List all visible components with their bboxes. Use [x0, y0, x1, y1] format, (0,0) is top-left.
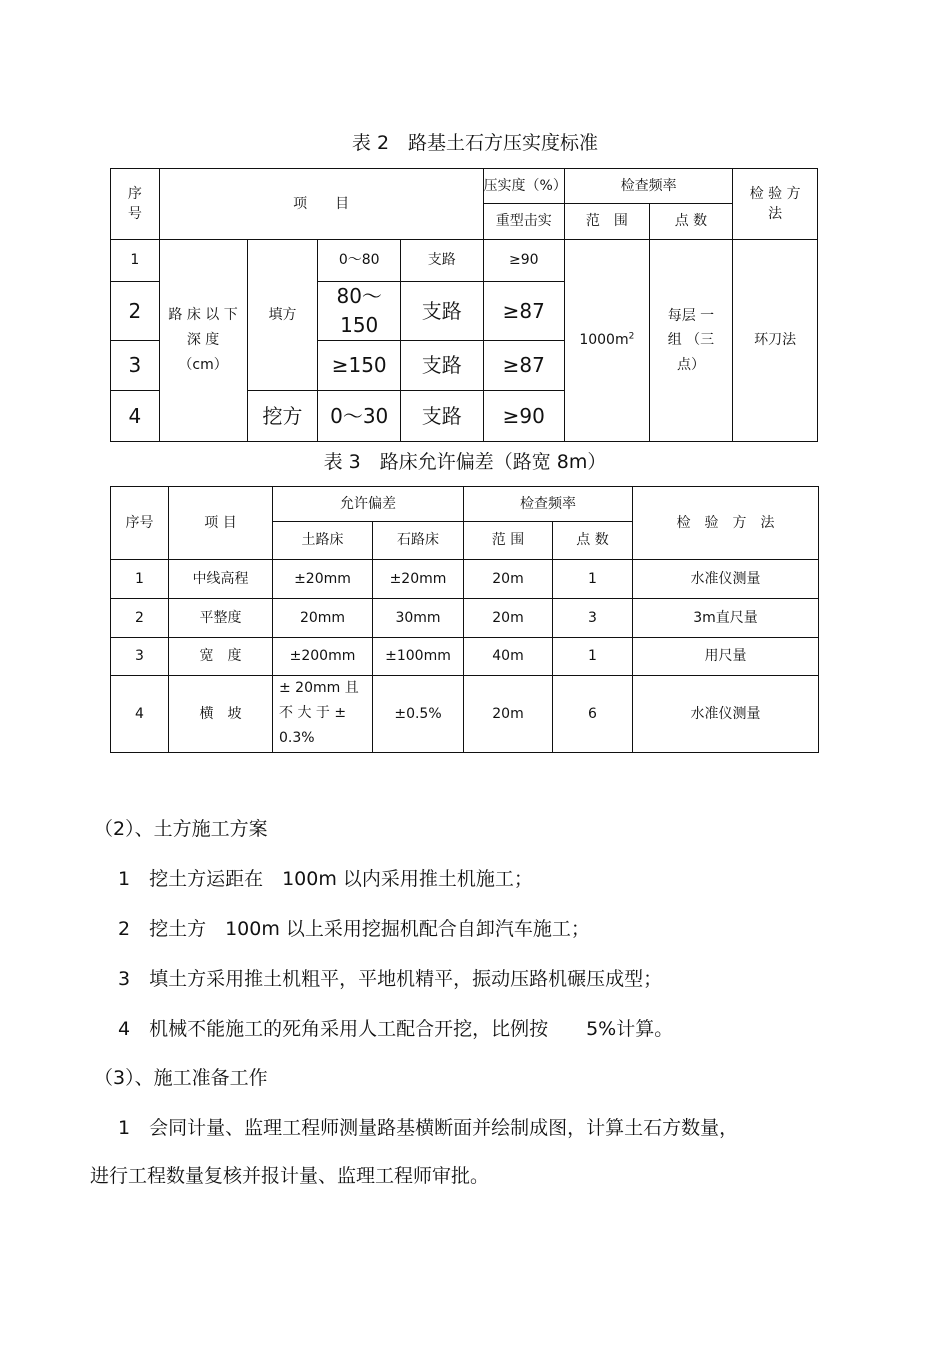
row-seq: 2	[111, 599, 169, 638]
method-header: 检 验 方 法	[733, 169, 818, 240]
row-road: 支路	[400, 282, 483, 341]
row-value: ≥90	[483, 391, 564, 442]
range-value	[565, 240, 650, 442]
section-2-heading: （2）、土方施工方案	[94, 818, 268, 840]
method-value: 环刀法	[733, 240, 818, 442]
row-seq: 4	[111, 391, 160, 442]
seq-header: 序号	[111, 487, 169, 560]
row-item: 中线高程	[169, 560, 273, 599]
row-depth: ≥150	[318, 341, 401, 391]
section-3-item-1-line-2: 进行工程数量复核并报计量、监理工程师审批。	[90, 1165, 490, 1187]
points-header: 点 数	[553, 522, 633, 560]
table-row	[111, 676, 819, 753]
section-2-item-1: 1 挖土方运距在 100m 以内采用推土机施工；	[118, 868, 533, 890]
row-value: ≥90	[483, 240, 564, 282]
row-seq: 2	[111, 282, 160, 341]
range-header: 范 围	[565, 204, 650, 240]
table-row	[111, 240, 818, 282]
row-stone: ±20mm	[373, 560, 464, 599]
row-seq: 1	[111, 560, 169, 599]
item-header: 项 目	[159, 169, 483, 240]
points-value: 每层 一组 （三点）	[649, 240, 733, 442]
row-road: 支路	[400, 341, 483, 391]
seq-header: 序号	[111, 169, 160, 240]
row-method: 水准仪测量	[633, 560, 819, 599]
roadbed-tolerance-table	[110, 486, 819, 753]
section-3-heading: （3）、施工准备工作	[94, 1067, 268, 1089]
row-depth: 0～30	[318, 391, 401, 442]
row-item: 宽 度	[169, 638, 273, 676]
row-stone: ±100mm	[373, 638, 464, 676]
row-soil: 20mm	[273, 599, 373, 638]
row-seq: 1	[111, 240, 160, 282]
row-depth: 80～150	[318, 282, 401, 341]
row-stone: 30mm	[373, 599, 464, 638]
row-range: 20m	[464, 599, 553, 638]
row-depth: 0～80	[318, 240, 401, 282]
row-method: 用尺量	[633, 638, 819, 676]
row-points: 6	[553, 676, 633, 753]
frequency-header: 检查频率	[464, 487, 633, 522]
row-item: 平整度	[169, 599, 273, 638]
row-range: 20m	[464, 560, 553, 599]
table2-title: 表 2 路基土石方压实度标准	[351, 132, 599, 154]
row-method: 3m直尺量	[633, 599, 819, 638]
fill-label: 填方	[247, 240, 318, 391]
heavy-compaction-header: 重型击实	[483, 204, 564, 240]
range-header: 范 围	[464, 522, 553, 560]
row-soil: ±20mm	[273, 560, 373, 599]
frequency-header: 检查频率	[565, 169, 733, 204]
row-seq: 3	[111, 638, 169, 676]
row-soil: ±200mm	[273, 638, 373, 676]
table-row	[111, 638, 819, 676]
row-road: 支路	[400, 240, 483, 282]
row-item: 横 坡	[169, 676, 273, 753]
depth-group-label: 路 床 以 下 深 度 （cm）	[159, 240, 247, 442]
section-2-item-4: 4 机械不能施工的死角采用人工配合开挖，比例按 5%计算。	[118, 1018, 674, 1040]
table3-title: 表 3 路床允许偏差（路宽 8m）	[323, 451, 607, 473]
table-row	[111, 560, 819, 599]
section-3-item-1-line-1: 1 会同计量、监理工程师测量路基横断面并绘制成图，计算土石方数量，	[118, 1117, 739, 1139]
row-value: ≥87	[483, 282, 564, 341]
row-points: 1	[553, 638, 633, 676]
section-2-item-3: 3 填土方采用推土机粗平，平地机精平，振动压路机碾压成型；	[118, 968, 663, 990]
section-2-item-2: 2 挖土方 100m 以上采用挖掘机配合自卸汽车施工；	[118, 918, 590, 940]
row-soil: ± 20mm 且 不 大 于 ± 0.3%	[273, 676, 373, 753]
compaction-standard-table	[110, 168, 818, 442]
stone-bed-header: 石路床	[373, 522, 464, 560]
item-header: 项 目	[169, 487, 273, 560]
tolerance-header: 允许偏差	[273, 487, 464, 522]
row-points: 3	[553, 599, 633, 638]
row-range: 40m	[464, 638, 553, 676]
row-method: 水准仪测量	[633, 676, 819, 753]
compaction-header: 压实度（%）	[483, 169, 564, 204]
row-value: ≥87	[483, 341, 564, 391]
soil-bed-header: 土路床	[273, 522, 373, 560]
table-row	[111, 599, 819, 638]
range-number: 1000m	[579, 332, 629, 349]
cut-label: 挖方	[247, 391, 318, 442]
range-superscript: 2	[628, 331, 635, 342]
row-seq: 3	[111, 341, 160, 391]
row-stone: ±0.5%	[373, 676, 464, 753]
row-seq: 4	[111, 676, 169, 753]
row-road: 支路	[400, 391, 483, 442]
points-header: 点 数	[649, 204, 733, 240]
row-range: 20m	[464, 676, 553, 753]
method-header: 检 验 方 法	[633, 487, 819, 560]
row-points: 1	[553, 560, 633, 599]
